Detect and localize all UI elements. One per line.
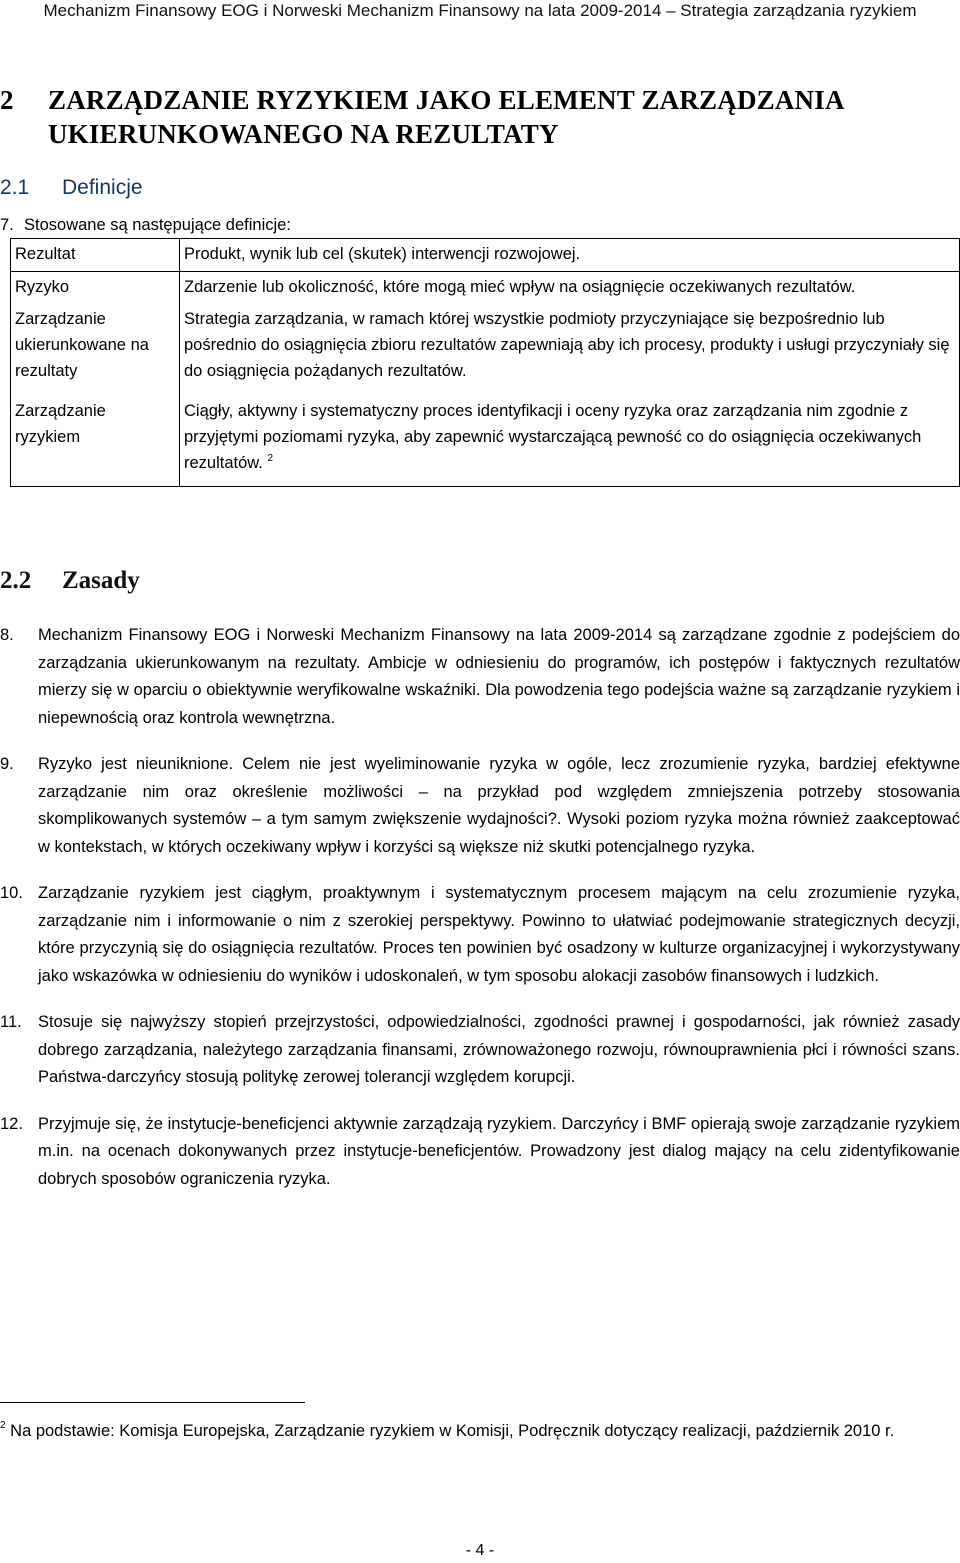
footnote-text: Na podstawie: Komisja Europejska, Zarządzanie ryzykiem w Komisji, Podręcznik dotyczący realizacji, październik 2010 r. [10, 1422, 895, 1440]
footnote-reference[interactable]: 2 [267, 453, 274, 464]
item-number: 10. [0, 884, 23, 902]
subsection-title: Zasady [62, 567, 140, 594]
section-number: 2 [0, 85, 14, 115]
footnote [0, 1418, 958, 1445]
definition-row [11, 388, 960, 487]
definition-term: Zarządzanie ukierunkowane na rezultaty [11, 304, 180, 388]
definition-term: Zarządzanie ryzykiem [11, 388, 180, 487]
footnote-separator [0, 1402, 305, 1403]
list-item [0, 622, 960, 732]
item-text: Zarządzanie ryzykiem jest ciągłym, proaktywnym i systematycznym procesem mającym na celu zrozumienie ryzyka, zarządzanie nim i informowanie o nim z szerokiej perspektywy. Powinno to ułatwiać podejmowanie strategicznych decyzji, które przyczynią się do osiągnięcia rezultatów. Proces ten powinien być osadzony w kulturze organizacyjnej i wykorzystywany jako wskazówka w odniesieniu do wyników i udoskonaleń, w tym sposobu alokacji zasobów finansowych i ludzkich. [38, 884, 960, 985]
running-header: Mechanizm Finansowy EOG i Norweski Mechanizm Finansowy na lata 2009-2014 – Strategia zarządzania ryzykiem [43, 1, 917, 20]
intro-text: Stosowane są następujące definicje: [24, 216, 291, 234]
definition-text: Produkt, wynik lub cel (skutek) interwencji rozwojowej. [180, 239, 960, 272]
section-heading [0, 83, 900, 151]
definition-term: Rezultat [11, 239, 180, 272]
subsection-heading-principles [0, 567, 140, 595]
intro-paragraph [0, 214, 291, 236]
subsection-title: Definicje [62, 176, 143, 199]
definition-row [11, 239, 960, 272]
definition-text: Strategia zarządzania, w ramach której wszystkie podmioty przyczyniające się bezpośrednio lub pośrednio do osiągnięcia zbioru rezultatów zapewniają aby ich procesy, produkty i usługi przyczyniały się do osiągnięcia pożądanych rezultatów. [180, 304, 960, 388]
item-text: Ryzyko jest nieuniknione. Celem nie jest wyeliminowanie ryzyka w ogóle, lecz zrozumienie ryzyka, bardziej efektywne zarządzanie nim oraz określenie możliwości – na przykład pod względem zmniejszenia potrzeby stosowania skomplikowanych systemów – a tym samym zwiększenie wydajności?. Wysoki poziom ryzyka można również zaakceptować w kontekstach, w których oczekiwany wpływ i korzyści są większe niż skutki potencjalnego ryzyka. [38, 755, 960, 856]
item-text: Przyjmuje się, że instytucje-beneficjenci aktywnie zarządzają ryzykiem. Darczyńcy i BMF opierają swoje zarządzanie ryzykiem m.in. na ocenach dokonywanych przez instytucje-beneficjentów. Prowadzony jest dialog mający na celu zidentyfikowanie dobrych sposobów ograniczenia ryzyka. [38, 1114, 960, 1188]
list-item [0, 880, 960, 990]
item-text: Stosuje się najwyższy stopień przejrzystości, odpowiedzialności, zgodności prawnej i gospodarności, jak również zasady dobrego zarządzania, należytego zarządzania finansami, zrównoważonego rozwoju, równouprawnienia płci i równości szans. Państwa-darczyńcy stosują politykę zerowej tolerancji względem korupcji. [38, 1013, 960, 1086]
item-number: 8. [0, 626, 14, 644]
section-title-line2: UKIERUNKOWANEGO NA REZULTATY [48, 119, 559, 149]
page-number: - 4 - [465, 1542, 495, 1559]
definition-term: Ryzyko [11, 272, 180, 305]
item-number: 12. [0, 1114, 23, 1133]
list-item [0, 1009, 960, 1092]
numbered-paragraphs [0, 622, 960, 1212]
footnote-marker: 2 [0, 1420, 6, 1431]
item-number: 11. [0, 1013, 22, 1031]
subsection-number: 2.1 [0, 176, 30, 199]
subsection-heading-definitions [0, 176, 143, 200]
definition-text: Zdarzenie lub okoliczność, które mogą mieć wpływ na osiągnięcie oczekiwanych rezultatów. [180, 272, 960, 305]
intro-number: 7. [0, 216, 14, 234]
definition-cell [180, 388, 960, 487]
definition-row [11, 304, 960, 388]
item-text: Mechanizm Finansowy EOG i Norweski Mechanizm Finansowy na lata 2009-2014 są zarządzane zgodnie z podejściem do zarządzania ukierunkowanym na rezultaty. Ambicje w odniesieniu do programów, ich postępów i faktycznych rezultatów mierzy się w oparciu o obiektywnie weryfikowalne wskaźniki. Dla powodzenia tego podejścia ważne są zarządzanie ryzykiem i niepewnością oraz kontrola wewnętrzna. [38, 626, 960, 727]
subsection-number: 2.2 [0, 567, 32, 594]
list-item [0, 1111, 960, 1194]
item-number: 9. [0, 755, 14, 773]
definition-text: Ciągły, aktywny i systematyczny proces identyfikacji i oceny ryzyka oraz zarządzania nim zgodnie z przyjętymi poziomami ryzyka, aby zapewnić wystarczającą pewność co do osiągnięcia oczekiwanych rezultatów. [184, 402, 922, 472]
definitions-table [10, 238, 960, 487]
section-title-line1: ZARZĄDZANIE RYZYKIEM JAKO ELEMENT ZARZĄDZANIA [48, 85, 845, 115]
list-item [0, 751, 960, 861]
definition-row [11, 272, 960, 305]
